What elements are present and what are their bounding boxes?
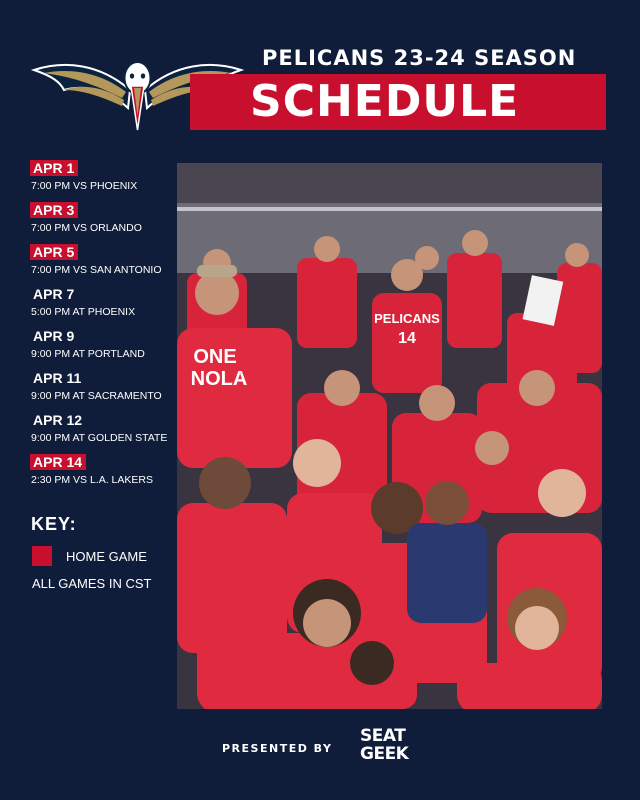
timezone-note: ALL GAMES IN CST: [32, 576, 152, 591]
schedule-item: [30, 202, 170, 244]
crowd-illustration: [177, 163, 602, 709]
game-detail: 9:00 PM AT PORTLAND: [31, 348, 145, 360]
game-date: APR 7: [33, 286, 75, 302]
game-detail: 7:00 PM VS PHOENIX: [31, 180, 138, 192]
schedule-item: [30, 286, 170, 328]
game-detail: 9:00 PM AT GOLDEN STATE: [31, 432, 168, 444]
sponsor-line-1: SEAT: [360, 726, 406, 746]
page-title: SCHEDULE: [250, 76, 520, 127]
schedule-item: [30, 328, 170, 370]
shirt-text-one: ONE: [193, 346, 237, 368]
game-detail: 7:00 PM VS SAN ANTONIO: [31, 264, 162, 276]
schedule-item: [30, 412, 170, 454]
crowd-photo: [177, 163, 602, 709]
home-game-swatch: [32, 546, 52, 566]
game-date: APR 9: [33, 328, 75, 344]
game-date: APR 3: [30, 202, 78, 218]
game-date: APR 14: [30, 454, 86, 470]
season-label: PELICANS 23-24 SEASON: [262, 46, 577, 70]
schedule-item: [30, 370, 170, 412]
game-date: APR 12: [33, 412, 83, 428]
key-title: KEY:: [31, 514, 77, 534]
game-date: APR 5: [30, 244, 78, 260]
game-detail: 5:00 PM AT PHOENIX: [31, 306, 136, 318]
jersey-number: 14: [398, 330, 416, 347]
schedule-list: [30, 160, 170, 496]
sponsor-line-2: GEEK: [360, 744, 409, 764]
schedule-item: [30, 160, 170, 202]
jersey-name: PELICANS: [374, 311, 440, 326]
game-detail: 7:00 PM VS ORLANDO: [31, 222, 142, 234]
schedule-item: [30, 244, 170, 286]
game-detail: 2:30 PM VS L.A. LAKERS: [31, 474, 153, 486]
schedule-item: [30, 454, 170, 496]
game-date: APR 1: [30, 160, 78, 176]
seatgeek-logo: [360, 727, 408, 763]
presented-by-label: PRESENTED BY: [222, 742, 333, 755]
shirt-text-nola: NOLA: [190, 368, 248, 390]
game-detail: 9:00 PM AT SACRAMENTO: [31, 390, 162, 402]
game-date: APR 11: [33, 370, 82, 386]
home-game-label: HOME GAME: [66, 549, 147, 564]
